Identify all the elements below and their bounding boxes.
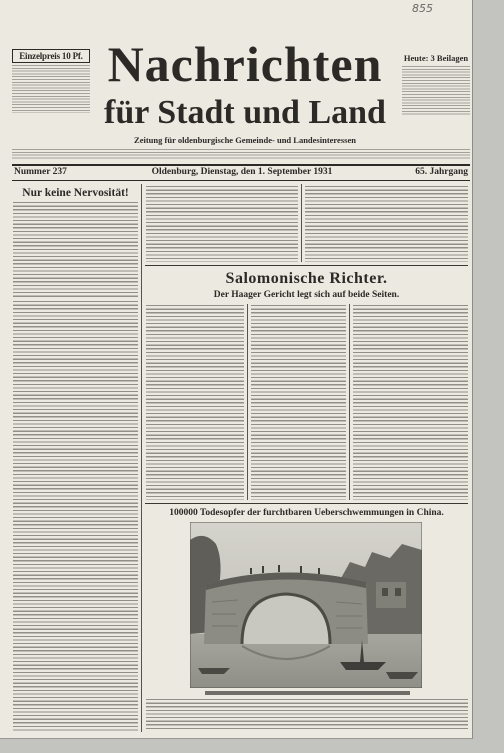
section-rule xyxy=(145,265,468,266)
imprint-fine-print xyxy=(12,149,470,160)
photo-headline-china: 100000 Todesopfer der furchtbaren Ueberschwemmungen in China. xyxy=(169,508,444,518)
article-body-text xyxy=(146,186,298,262)
article-headline-nervositaet: Nur keine Nervosität! xyxy=(22,187,129,199)
supplements-fine-print xyxy=(402,66,470,116)
column-rule xyxy=(247,304,248,500)
masthead-title-line2: für Stadt und Land xyxy=(104,94,386,131)
issue-dateline: Oldenburg, Dienstag, den 1. September 1931 xyxy=(151,167,333,177)
photo-caption xyxy=(205,691,410,695)
handwritten-archive-number: 855 xyxy=(412,2,433,15)
column-rule xyxy=(349,304,350,500)
masthead-subtitle: Zeitung für oldenburgische Gemeinde- und Landesinteressen xyxy=(134,135,356,145)
bridge-canal-photo xyxy=(190,522,422,688)
publisher-fine-print xyxy=(12,65,90,113)
issue-number: Nummer 237 xyxy=(14,167,67,177)
flood-photo xyxy=(190,522,422,688)
article-subhead-salomonisch: Der Haager Gericht legt sich auf beide Seiten. xyxy=(213,290,400,300)
section-rule xyxy=(145,503,468,504)
article-body-text xyxy=(13,202,138,298)
article-body-text xyxy=(146,305,244,500)
article-body-text xyxy=(305,186,468,262)
issue-header-bar xyxy=(12,164,470,181)
photo-caption-text xyxy=(146,699,468,731)
column-rule xyxy=(301,184,302,262)
article-body-text xyxy=(13,301,138,731)
article-headline-salomonisch: Salomonische Richter. xyxy=(225,270,388,287)
issue-volume: 65. Jahrgang xyxy=(415,167,468,177)
article-body-text xyxy=(353,305,468,500)
supplements-notice: Heute: 3 Beilagen xyxy=(403,53,469,63)
price-box: Einzelpreis 10 Pf. xyxy=(12,49,90,63)
article-body-text xyxy=(251,305,346,500)
masthead-title-line1: Nachrichten xyxy=(107,36,383,92)
column-rule xyxy=(141,184,142,732)
